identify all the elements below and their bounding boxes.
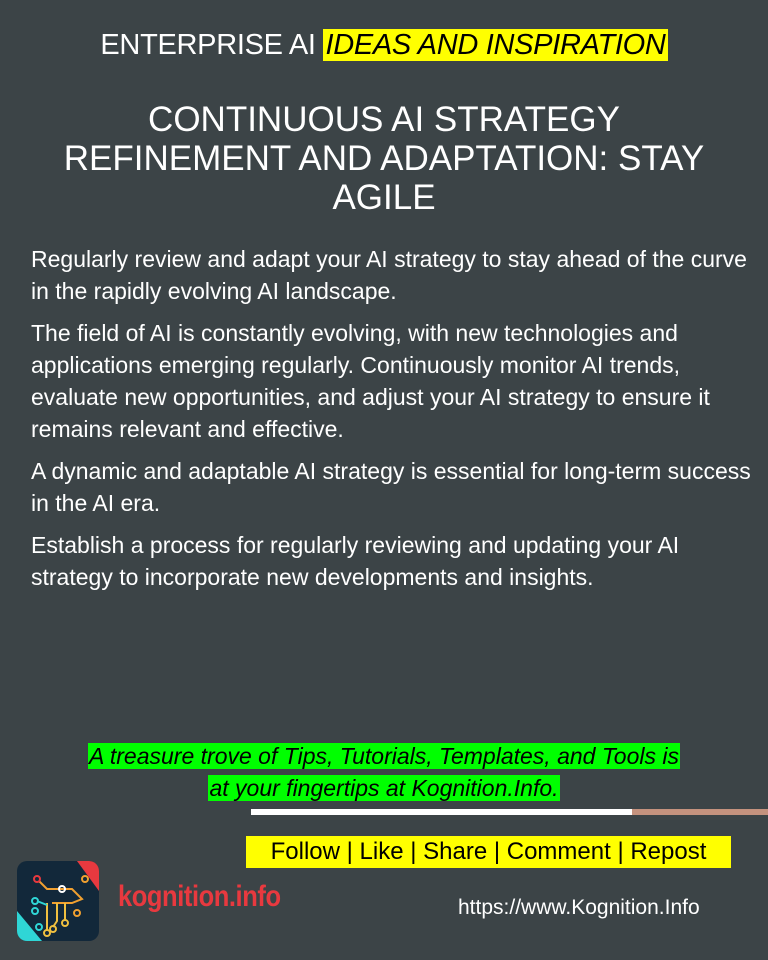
page-title: CONTINUOUS AI STRATEGY REFINEMENT AND ADAPTATION: STAY AGILE: [63, 100, 705, 217]
divider-white: [251, 809, 632, 815]
brand-name: kognition.info: [118, 880, 281, 913]
social-actions: Follow | Like | Share | Comment | Repost: [246, 836, 731, 868]
call-to-action: [0, 740, 768, 804]
paragraph: The field of AI is constantly evolving, with new technologies and applications emerging regularly. Continuously monitor AI trends, evaluate new opportunities, and adjust your AI strategy to ensure it remains relevant and effective.: [31, 320, 710, 442]
paragraph: A dynamic and adaptable AI strategy is essential for long-term success in the AI era.: [31, 458, 751, 516]
divider-tan: [632, 809, 768, 815]
header-highlight: IDEAS AND INSPIRATION: [325, 29, 666, 61]
paragraph: Regularly review and adapt your AI strategy to stay ahead of the curve in the rapidly evolving AI landscape.: [31, 246, 747, 304]
cta-line-1: A treasure trove of Tips, Tutorials, Templates, and Tools is: [89, 743, 679, 769]
cta-line-2: at your fingertips at Kognition.Info.: [209, 775, 559, 801]
body-text: [31, 243, 751, 603]
paragraph: Establish a process for regularly reviewing and updating your AI strategy to incorporate new developments and insights.: [31, 532, 680, 590]
header-prefix: ENTERPRISE AI: [100, 29, 316, 61]
circuit-brain-icon: [17, 861, 99, 941]
header: [0, 26, 768, 64]
website-link[interactable]: https://www.Kognition.Info: [458, 896, 700, 919]
